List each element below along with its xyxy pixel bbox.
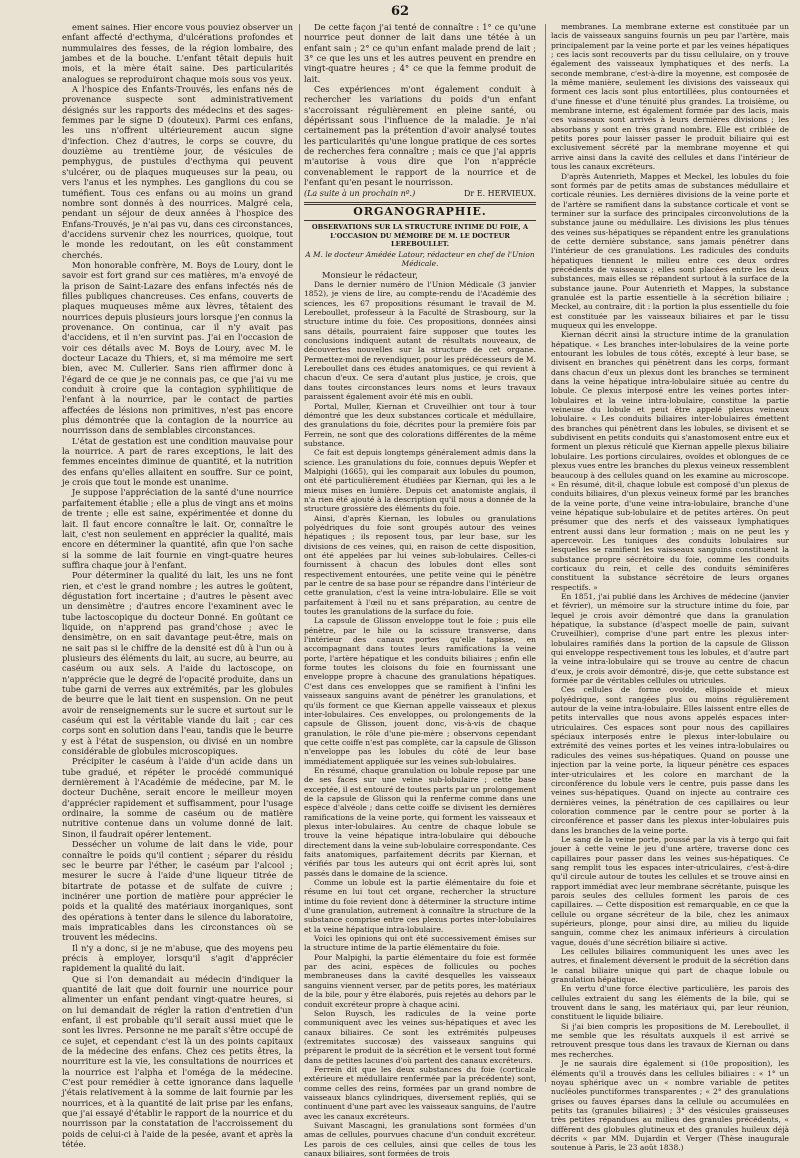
paragraph: Dans le dernier numéro de l'Union Médicale (3 janvier 1852), je viens de lire, au compte-rendu de l'Académie des sciences, les 67 propositions résumant le travail de M. Lereboullet, professeur à la Faculté de Strasbourg, sur la structure intime du foie. Ces propositions, données ainsi sans détails, pourraient faire supposer que toutes les conclusions indiquent autant de résultats nouveaux, de découvertes nouvelles sur la structure de cet organe. Permettez-moi de revendiquer, pour les prédécesseurs de M. Lereboullet dans ces études anatomiques, ce qui revient à chacun d'eux. Ce sera d'autant plus justice, je crois, que dans toutes circonstances leurs noms et leurs travaux paraissent également avoir été mis en oubli. bbox=[304, 280, 536, 402]
paragraph: Ainsi, d'après Kiernan, les lobules ou granulations polyédriques du foie sont groupés autour des veines hépatiques ; ils reposent tous, par leur base, sur les divisions de ces veines, qui, en raison de cette disposition, ont été appelées par lui veines sub-lobulaires. Celles-ci fournissent à chacun des lobules dont elles sont respectivement entourées, une petite veine qui le pénètre par le centre de sa base pour se répandre dans l'intérieur de cette granulation, c'est la veine intra-lobulaire. Elle se voit parfaitement à l'œil nu et sans préparation, au centre de toutes les granulations de la surface du foie. bbox=[304, 513, 536, 617]
page-number: 62 bbox=[390, 4, 410, 19]
paragraph: Je suppose l'appréciation de la santé d'une nourrice parfaitement établie ; elle a plus de vingt ans et moins de trente ; elle est saine, expérimentée et donne du lait. Il faut encore connaître le lait. Or, connaître le lait, c'est non seulement en apprécier la qualité, mais encore en déterminer la quantité, afin que l'on sache si la somme de lait fournie en vingt-quatre heures suffira chaque jour à l'enfant. bbox=[62, 487, 293, 570]
paragraph: membranes. La membrane externe est constituée par un lacis de vaisseaux sanguins fournis un peu par l'artère, mais principalement par la veine porte et par les veines hépatiques ; ces lacis sont recouverts par du tissu cellulaire, on y trouve également des vaisseaux lymphatiques et des nerfs. La seconde membrane, c'est-à-dire la moyenne, est composée de la même manière, seulement les divisions des vaisseaux qui forment ces lacis sont plus entortillées, plus contournées et d'une finesse et d'une ténuité plus grandes. La troisième, ou membrane interne, est également formée par des lacis, mais ces vaisseaux sont arrivés à leurs dernières divisions ; les absorbans y sont en très grand nombre. Elle est criblée de petits pores pour laisser passer le produit biliaire qui est exclusivement sécrété par la membrane moyenne et qui arrive ainsi dans la cavité des cellules et dans l'intérieur de tous les canaux excréteurs. bbox=[551, 22, 789, 172]
paragraph: En 1851, j'ai publié dans les Archives de médecine (janvier et février), un mémoire sur la structure intime du foie, par lequel je crois avoir démontré que dans la granulation hépatique, la substance (d'aspect moelle de pain, suivant Cruveilhier), comprise d'une part entre les plexus inter-lobulaires ramifiés dans la portion de la capsule de Glisson qui enveloppe respectivement tous les lobules, et d'autre part la veine intra-lobulaire qui se trouve au centre de chacun d'eux, je crois avoir démontré, dis-je, que cette substance est formée par de véritables cellules ou utricules. bbox=[551, 591, 789, 686]
paragraph: En résumé, chaque granulation ou lobule repose par une de ses faces sur une veine sub-lobulaire ; cette base exceptée, il est entouré de toutes parts par un prolongement de la capsule de Glisson qui la renferme comme dans une espèce d'alvéole ; dans cette coiffe se divisent les dernières ramifications de la veine porte, qui forment les vaisseaux et plexus inter-lobulaires. Au centre de chaque lobule se trouve la veine hépatique intra-lobulaire qui débouche directement dans la veine sub-lobulaire correspondante. Ces faits anatomiques, parfaitement décrits par Kiernan, et vérifiés par tous les auteurs qui ont écrit après lui, sont passés dans le domaine de la science. bbox=[304, 765, 537, 878]
paragraph: La capsule de Glisson enveloppe tout le foie ; puis elle pénètre, par le hile ou la scissure transverse, dans l'intérieur des canaux portes qu'elle tapisse, en accompagnant dans toutes leurs ramifications la veine porte, l'artère hépatique et les conduits biliaires ; enfin elle forme toutes les cloisons du foie en fournissant une enveloppe propre à chacune des granulations hépatiques. C'est dans ces enveloppes que se ramifient à l'infini les vaisseaux sanguins avant de pénétrer les granulations, et qu'ils forment ce que Kiernan appelle vaisseaux et plexus inter-lobulaires. Ces enveloppes, ou prolongements de la capsule de Glisson, jouent donc, vis-à-vis de chaque granulation, le rôle d'une pie-mère ; observons cependant que cette coiffe n'est pas complète, car la capsule de Glisson n'enveloppe pas les lobules du côté de leur base immédiatement appliquée sur les veines sub-lobulaires. bbox=[304, 616, 536, 766]
paragraph: De cette façon j'ai tenté de connaître : 1° ce qu'une nourrice peut donner de lait dans une tétée à un enfant sain ; 2° ce qu'un enfant malade prend de lait ; 3° ce que les uns et les autres peuvent en prendre en vingt-quatre heures ; 4° ce que la femme produit de lait. bbox=[304, 22, 536, 84]
paragraph: Voici les opinions qui ont été successivement émises sur la structure intime de la partie élémentaire du foie. bbox=[304, 934, 536, 953]
paragraph: Suivant Mascagni, les granulations sont formées d'un amas de cellules, pourvues chacune d'un conduit excréteur. Les parois de ces cellules, ainsi que celles de tous les canaux biliaires, sont formées de trois bbox=[304, 1120, 536, 1158]
paragraph: Pour Malpighi, la partie élémentaire du foie est formée par des acini, espèces de follicules ou poches membraneuses dans la cavité desquelles les vaisseaux sanguins viennent verser, par de petits pores, les matériaux de la bile, pour y être élaborés, puis rejetés au dehors par le conduit excréteur propre à chaque acini. bbox=[304, 952, 536, 1009]
paragraph: Je ne saurais dire également si (10e proposition), les éléments qu'il a trouvés dans les cellules biliaires : « 1° un noyau sphérique avec un « nombre variable de petites nucléoles punctiformes transparentes ; « 2° des granulations grises ou fauves éparses dans la cellule ou accumulées en petits tas (granules biliaires) ; 3° des vésicules graisseuses très petites répandues au milieu des granules précédents, « diffèrent des globules glutineux et des granules huileux déjà décrits « par MM. Dujardin et Verger (Thèse inaugurale soutenue à Paris, le 23 août 1838.) bbox=[551, 1059, 789, 1153]
paragraph: D'après Autenrieth, Mappes et Meckel, les lobules du foie sont formés par de petits amas de substances médullaire et corticale réunies. Les dernières divisions de la veine porte et de l'artère se ramifient dans la substance corticale et vont se terminer sur la surface des principales circonvolutions de la substance jaune ou médullaire. Les divisions les plus ténues des veines sus-hépatiques se répandent entre les granulations de cette dernière substance, sans jamais pénétrer dans l'intérieur de ces granulations. Les radicules des conduits hépatiques tiennent le milieu entre ces deux ordres précédents de vaisseaux ; elles sont placées entre les deux substances, mais elles se répandent surtout à la surface de la substance jaune. Pour Autenrieth et Mappes, la substance granulée est la partie essentielle à la sécrétion biliaire ; Meckel, au contraire, dit : la portion la plus essentielle du foie est constituée par les vaisseaux biliaires et par le tissu muqueux qui les enveloppe. bbox=[551, 171, 789, 330]
paragraph: Que si l'on demandait au médecin d'indiquer la quantité de lait que doit fournir une nourrice pour alimenter un enfant pendant vingt-quatre heures, si on lui demandait de régler la ration d'entretien d'un enfant, il est probable qu'il serait aussi muet que le sont les livres. Personne ne me paraît s'être occupé de ce sujet, et cependant c'est là un des points capitaux de la médecine des enfans. Chez ces petits êtres, la nourriture est la vie, les consultations de nourrices et la nourrice est l'alpha et l'oméga de la médecine. C'est pour remédier à cette ignorance dans laquelle j'étais relativement à la somme de lait fournie par les nourrices, et à la quantité de lait prise par les enfans, que j'ai essayé d'établir le rapport de la nourrice et du nourrisson par la constatation de l'accroissement du poids de celui-ci à l'aide de la pesée, avant et après la tétée. bbox=[62, 973, 293, 1150]
paragraph: En vertu d'une force élective particulière, les parois des cellules extraient du sang les éléments de la bile, qui se trouvent dans le sang, les matériaux qui, par leur réunion, constituent le liquide biliaire. bbox=[551, 984, 789, 1022]
paragraph: Précipiter le caséum à l'aide d'un acide dans un tube gradué, et répéter le procédé communiqué dernièrement à l'Académie de médecine, par M. le docteur Duchêne, serait encore le meilleur moyen d'apprécier rapidement et suffisamment, pour l'usage ordinaire, la somme de caséum ou de matière nutritive contenue dans un volume donné de lait. Sinon, il faudrait opérer lentement. bbox=[62, 756, 293, 839]
author-signature: Dr E. HERVIEUX. bbox=[463, 188, 536, 198]
column-middle bbox=[304, 22, 537, 1158]
paragraph: Si j'ai bien compris les propositions de M. Lereboullet, il me semble que les résultats auxquels il est arrivé se retrouvent presque tous dans les travaux de Kiernan ou dans mes recherches. bbox=[551, 1021, 789, 1059]
section-title: ORGANOGRAPHIE. bbox=[353, 204, 487, 218]
paragraph: Dessécher un volume de lait dans le vide, pour connaître le poids qu'il contient ; séparer du résidu sec le beurre par l'éther, le caséum par l'alcool ; mesurer le sucre à l'aide d'une liqueur titrée de bitartrate de potasse et de sulfate de cuivre ; incinérer une portion de matière pour apprécier le poids et la qualité des matériaux inorganiques, sont des opérations à tenter dans le silence du laboratoire, mais impraticables dans les circonstances où se trouvent les médecins. bbox=[62, 839, 293, 943]
column-right bbox=[551, 22, 789, 1153]
column-rule-right bbox=[545, 24, 546, 1082]
paragraph: Les cellules biliaires communiquent les unes avec les autres, et finalement déversent le produit de la sécrétion dans le canal biliaire unique qui part de chaque lobule ou granulation hépatique. bbox=[551, 947, 789, 985]
article-byline: A M. le docteur Amédée Latour, rédacteur en chef de l'Union Médicale. bbox=[305, 249, 535, 268]
column-left bbox=[62, 22, 293, 1150]
section-divider bbox=[304, 220, 536, 221]
article-headline: OBSERVATIONS SUR LA STRUCTURE INTIME DU FOIE, A L'OCCASION DU MÉMOIRE DE M. LE DOCTEUR LEREBOULLET. bbox=[311, 223, 529, 249]
paragraph: Ce fait est depuis longtemps généralement admis dans la science. Les granulations du foie, connues depuis Wepfer et Malpighi (1665), qui les comparait aux lobules du poumon, ont été particulièrement étudiées par Kiernan, qui les a le mieux mises en lumière. Depuis cet anatomiste anglais, il n'a rien été ajouté à la description qu'il nous a donnée de la structure grossière des éléments du foie. bbox=[304, 448, 536, 514]
column-rule-left bbox=[299, 24, 300, 1082]
paragraph: Comme un lobule est la partie élémentaire du foie et résume en lui tout cet organe, rechercher la structure intime du foie revient donc à déterminer la structure intime d'une granulation, autrement à connaître la structure de la substance comprise entre ces plexus portes inter-lobulaires et la veine hépatique intra-lobulaire. bbox=[304, 878, 536, 934]
paragraph: A l'hospice des Enfants-Trouvés, les enfans nés de provenance suspecte sont administrativement désignés sur les rapports des médecins et des sages-femmes par le signe D (douteux). Parmi ces enfans, les uns n'offrent ultérieurement aucun signe d'infection. Chez d'autres, le corps se couvre, du douzième au trentième jour, de vésicules de pemphygus, de pustules d'ecthyma qui peuvent s'ulcérer, ou de plaques muqueuses sur la peau, ou vers l'anus et les nymphes. Les ganglions du cou se tuméfient. Tous ces enfans ou au moins un grand nombre sont donnés à des nourrices. Malgré cela, pendant un séjour de deux années à l'hospice des Enfans-Trouvés, je n'ai pas vu, dans ces circonstances, d'accidens survenir chez les nourrices, quoique, tout le monde les redoutant, on les eût constamment cherchés. bbox=[62, 84, 293, 260]
paragraph: L'état de gestation est une condition mauvaise pour la nourrice. A part de rares exceptions, le lait des femmes enceintes diminue de quantité, et la nutrition des enfans qu'elles allaitent en souffre. Sur ce point, je crois que tout le monde est unanime. bbox=[62, 435, 293, 488]
paragraph: ement saines. Hier encore vous pouviez observer un enfant affecté d'ecthyma, d'ulcérations profondes et nummulaires des fesses, de la région lombaire, des jambes et de la bouche. L'enfant têtait depuis huit mois, et la mère était saine. Des particularités analogues se reproduiront chaque mois sous vos yeux. bbox=[62, 22, 293, 84]
paragraph: Mon honorable confrère, M. Boys de Loury, dont le savoir est fort grand sur ces matières, m'a envoyé de la prison de Saint-Lazare des enfans infectés nés de filles publiques chancreuses. Ces enfans, couverts de plaques muqueuses même aux lèvres, têtaient des nourrices depuis plusieurs jours lorsque j'en connus la provenance. On continua, car il n'y avait pas d'accidens, et il n'en survint pas. J'ai en l'occasion de voir ces détails avec M. Boys de Loury, avec M. le docteur Lacaze du Thiers, et, si ma mémoire me sert bien, avec M. Cullerier. Sans rien affirmer donc à l'égard de ce que je ne connais pas, ce que j'ai vu me conduit à croire que la contagion syphilitique de l'enfant à la nourrice, par le contact de parties affectées de lésions non primitives, n'est pas encore plus démontrée que la contagion de la nourrice au nourrisson dans de semblables circonstances. bbox=[62, 259, 293, 436]
salutation: Monsieur le rédacteur, bbox=[322, 269, 418, 280]
continuation-note: (La suite à un prochain nº.) bbox=[304, 188, 416, 198]
signature-line bbox=[304, 189, 536, 199]
paragraph: Il n'y a donc, si je ne m'abuse, que des moyens peu précis à employer, lorsqu'il s'agit d'apprécier rapidement la qualité du lait. bbox=[62, 942, 293, 974]
paragraph: Le sang de la veine porte, poussé par la vis à tergo qui fait jouer à cette veine le jeu d'une artère, traverse donc ces capillaires pour passer dans les veines sus-hépatiques. Ce sang remplit tous les espaces inter-utriculaires, c'est-à-dire qu'il circule autour de toutes les cellules et se trouve ainsi en rapport immédiat avec leur membrane sécrétante, puisque les parois seules des cellules forment les parois de ces capillaires. — Cette disposition est remarquable, en ce que la cellule ou organe sécréteur de la bile, chez les animaux supérieurs, plonge, pour ainsi dire, au milieu du liquide sanguin, comme chez les animaux inférieurs à circulation vague, doués d'une sécrétion biliaire si active. bbox=[551, 834, 789, 947]
paragraph: Ces expériences m'ont également conduit à rechercher les variations du poids d'un enfant s'accroissant régulièrement en pleine santé, ou dépérissant sous l'influence de la maladie. Je n'ai certainement pas la prétention d'avoir analysé toutes les particularités qu'une longue pratique de ces sortes de recherches fera connaître ; mais ce que j'ai appris m'autorise à vous dire que l'on n'apprécie convenablement le rapport de la nourrice et de l'enfant qu'en pesant le nourrisson. bbox=[304, 84, 536, 188]
paragraph: Selon Ruysch, les radicules de la veine porte communiquent avec les veines sus-hépatiques et avec les canaux biliaires. Ce sont les extrémités pulpeuses (extremitates succosæ) des vaisseaux sanguins qui préparent le produit de la sécrétion et le versent tout formé dans de petites lacunes d'où partent des canaux excréteurs. bbox=[304, 1008, 536, 1065]
paragraph: Kiernan décrit ainsi la structure intime de la granulation hépatique. « Les branches inter-lobulaires de la veine porte entourant les lobules de tous côtés, excepté à leur base, se divisent en branches qui pénètrent dans les corps, formant dans chacun d'eux un plexus dont les branches se terminent dans la veine hépatique intra-lobulaire située au centre du lobule. Ce plexus interposé entre les veines portes inter-lobulaires et la veine intra-lobulaire, constitue la partie veineuse du lobule et peut être appelé plexus veineux lobulaire. « Les conduits biliaires inter-lobulaires émettent des branches qui pénètrent dans les lobules, se divisent et se subdivisent en petits conduits qui s'anastomosent entre eux et forment un plexus réticulé que Kiernan appelle plexus biliaire lobulaire. Les portions circulaires, ovoïdes et oblongues de ce plexus vues entre les branches du plexus veineux ressemblent beaucoup à des cellules quand on les examine au microscope. « En résumé, dit-il, chaque lobule est composé d'un plexus de conduits biliaires, d'un plexus veineux formé par les branches de la veine porte, d'une veine intra-lobulaire, branche d'une veine hépatique sub-lobulaire et de petites artères. On peut présumer que des nerfs et des vaisseaux lymphatiques entrent aussi dans leur formation ; mais on ne peut les y apercevoir. Les tuniques des conduits lobulaires sur lesquelles se ramifient les vaisseaux sanguins constituent la substance propre sécrétoire du foie, comme les conduits corticaux du rein, et celle des conduits séminifères constituent la substance sécrétoire de leurs organes respectifs. » bbox=[551, 330, 789, 592]
paragraph: Portal, Muller, Kiernan et Cruveilhier ont tour à tour démontré que les deux substances corticale et médullaire, des granulations du foie, décrites pour la première fois par Ferrein, ne sont que des colorations différentes de la même substance. bbox=[304, 401, 536, 448]
paragraph: Ferrein dit que les deux substances du foie (corticale extérieure et médullaire renfermée par la précédente) sont, comme celles des reins, formées par un grand nombre de vaisseaux blancs cylindriques, diversement repliés, qui se continuent d'une part avec les vaisseaux sanguins, de l'autre avec les canaux excréteurs. bbox=[304, 1064, 536, 1121]
paragraph: Ces cellules de forme ovoïde, ellipsoïde et mieux polyédrique, sont rangées plus ou moins régulièrement autour de la veine intra-lobulaire. Elles laissent entre elles de petits intervalles que nous avons appelés espaces inter-utriculaires. Ces espaces sont pour nous des capillaires spéciaux interposés entre le plexus inter-lobulaire ou extrémité des veines portes et les veines intra-lobulaires ou radicules des veines sus-hépatiques. Quand on pousse une injection par la veine porte, la liqueur pénètre ces espaces inter-utriculaires et les colore en marchant de la circonférence du lobule vers le centre, puis passe dans les veines sus-hépatiques. Quand on injecte au contraire ces dernières veines, la pénétration de ces capillaires ou leur coloration commence par le centre pour se porter à la circonférence et passer dans les plexus inter-lobulaires puis dans les branches de la veine porte. bbox=[551, 685, 789, 835]
paragraph: Pour déterminer la qualité du lait, les uns ne font rien, et c'est le grand nombre ; les autres le goûtent, dégustation fort incertaine ; d'autres le pèsent avec un densimètre ; d'autres encore l'examinent avec le tube lactoscopique du docteur Donné. En goûtant ce liquide, on n'apprend pas grand'chose ; avec le densimètre, on en sait davantage peut-être, mais on ne sait pas si le chiffre de la densité est dû à l'un ou à plusieurs des éléments du lait, au sucre, au beurre, au caséum ou aux sels. A l'aide du lactoscope, on n'apprécie que le degré de l'opacité produite, dans un tube garni de verres aux extrémités, par les globules de beurre que le lait tient en suspension. On ne peut avoir de renseignements sur le sucre et surtout sur le caséum qui est la véritable viande du lait ; car ces corps sont en solution dans l'eau, tandis que le beurre y est à l'état de suspension, ou divisé en un nombre considérable de globules microscopiques. bbox=[62, 570, 293, 757]
